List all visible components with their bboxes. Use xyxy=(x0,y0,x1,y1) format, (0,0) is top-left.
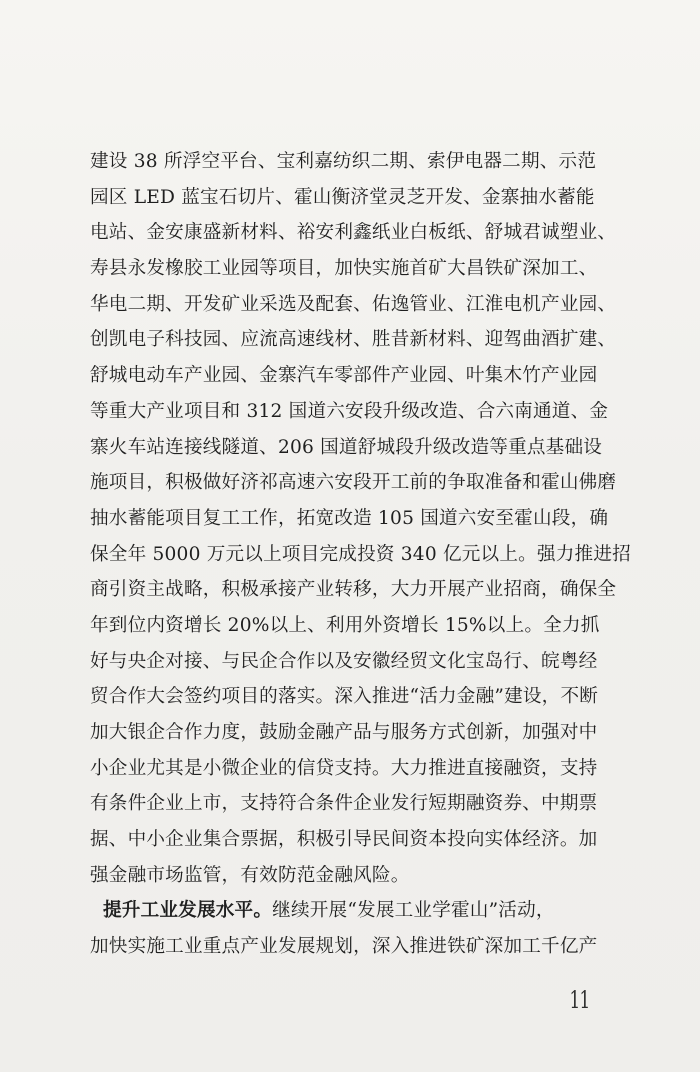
text-line: 强金融市场监管，有效防范金融风险。 xyxy=(90,864,410,886)
text-line: 舒城电动车产业园、金寨汽车零部件产业园、叶集木竹产业园 xyxy=(90,365,598,387)
section-heading: 提升工业发展水平。 xyxy=(103,900,273,922)
text-line: 寿县永发橡胶工业园等项目，加快实施首矿大昌铁矿深加工、 xyxy=(90,258,598,280)
text-line: 加大银企合作力度，鼓励金融产品与服务方式创新，加强对中 xyxy=(90,722,598,743)
text-line: 年到位内资增长 20%以上、利用外资增长 15%以上。全力抓 xyxy=(90,614,600,636)
text-line: 小企业尤其是小微企业的信贷支持。大力推进直接融资，支持 xyxy=(90,757,598,779)
text-line: 据、中小企业集合票据，积极引导民间资本投向实体经济。加 xyxy=(90,829,598,851)
text-line: 建设 38 所浮空平台、宝利嘉纺织二期、索伊电器二期、示范 xyxy=(90,151,597,172)
text-line: 商引资主战略，积极承接产业转移，大力开展产业招商，确保全 xyxy=(90,579,617,601)
text-line: 创凯电子科技园、应流高速线材、胜昔新材料、迎驾曲酒扩建、 xyxy=(90,329,617,351)
text-line: 华电二期、开发矿业采选及配套、佑逸管业、江淮电机产业园、 xyxy=(90,293,617,315)
text-line: 保全年 5000 万元以上项目完成投资 340 亿元以上。强力推进招 xyxy=(90,543,631,565)
section-first-line xyxy=(90,893,615,929)
text-line: 等重大产业项目和 312 国道六安段升级改造、合六南通道、金 xyxy=(90,400,609,422)
text-line: 电站、金安康盛新材料、裕安利鑫纸业白板纸、舒城君诚塑业、 xyxy=(90,222,617,244)
text-line: 寨火车站连接线隧道、206 国道舒城段升级改造等重点基础设 xyxy=(90,436,603,458)
body-text xyxy=(90,144,631,965)
text-line: 贸合作大会签约项目的落实。深入推进“活力金融”建设，不断 xyxy=(90,686,599,708)
text-line: 有条件企业上市，支持符合条件企业发行短期融资券、中期票 xyxy=(90,793,598,815)
section-first-line-text: 继续开展“发展工业学霍山”活动， xyxy=(272,900,555,922)
text-line: 抽水蓄能项目复工工作，拓宽改造 105 国道六安至霍山段，确 xyxy=(90,507,609,529)
text-line: 施项目，积极做好济祁高速六安段开工前的争取准备和霍山佛磨 xyxy=(90,472,617,494)
text-line: 园区 LED 蓝宝石切片、霍山衡济堂灵芝开发、金寨抽水蓄能 xyxy=(90,186,595,208)
page-number: 11 xyxy=(569,986,590,1014)
text-line: 好与央企对接、与民企合作以及安徽经贸文化宝岛行、皖粤经 xyxy=(90,650,598,672)
section-second-line: 加快实施工业重点产业发展规划，深入推进铁矿深加工千亿产 xyxy=(90,936,598,958)
